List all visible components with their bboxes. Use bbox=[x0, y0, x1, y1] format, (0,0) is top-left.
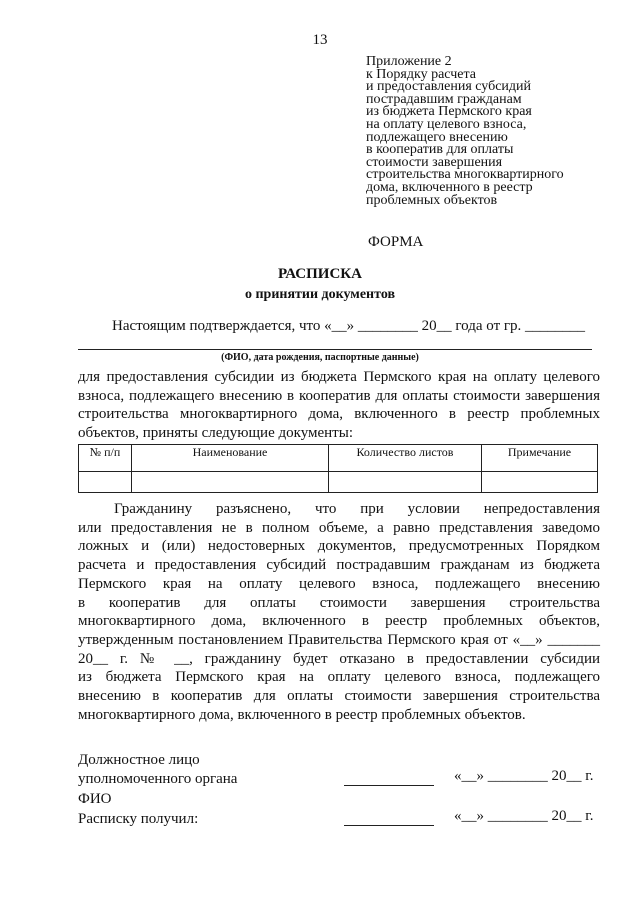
notice-line: Гражданину разъяснено, что при условии непредоставления bbox=[114, 501, 600, 517]
notice-line: расчета и предоставления субсидий пострадавшим гражданам из бюджета bbox=[78, 557, 600, 574]
official-signature-line[interactable] bbox=[344, 785, 434, 786]
received-date: «__» ________ 20__ г. bbox=[454, 808, 594, 824]
intro-line: для предоставления субсидии из бюджета Пермского края на оплату целевого bbox=[78, 369, 600, 385]
notice-line: в кооператив для оплаты стоимости завершения строительства bbox=[78, 594, 600, 611]
notice-paragraph bbox=[78, 500, 600, 724]
table-cell[interactable] bbox=[132, 472, 329, 493]
fio-hint: (ФИО, дата рождения, паспортные данные) bbox=[221, 352, 419, 363]
notice-line: ложных и (или) недостоверных документов, предусмотренных Порядком bbox=[78, 538, 600, 555]
column-header-number: № п/п bbox=[79, 445, 132, 472]
official-date: «__» ________ 20__ г. bbox=[454, 768, 594, 784]
notice-line: 20__ г. № __, гражданину будет отказано в предоставлении субсидии bbox=[78, 650, 600, 667]
fio-label: ФИО bbox=[78, 791, 112, 807]
confirm-line: Настоящим подтверждается, что «__» ________ 20__ года от гр. ________ bbox=[112, 318, 586, 334]
table-header-row bbox=[79, 445, 598, 472]
appendix-line: стоимости завершения bbox=[366, 154, 503, 170]
page-number: 13 bbox=[312, 32, 328, 48]
appendix-line: Приложение 2 bbox=[366, 54, 452, 69]
intro-paragraph bbox=[78, 368, 600, 443]
intro-line: строительства многоквартирного дома, включенного в реестр проблемных bbox=[78, 406, 600, 423]
appendix-block bbox=[366, 56, 564, 207]
received-signature-line[interactable] bbox=[344, 825, 434, 826]
notice-line: или предоставления не в полном объеме, а равно представления заведомо bbox=[78, 519, 600, 536]
notice-line: внесению в кооператив для оплаты стоимости завершения строительства bbox=[78, 688, 600, 705]
appendix-line: к Порядку расчета bbox=[366, 66, 476, 82]
intro-line: объектов, приняты следующие документы: bbox=[78, 425, 353, 442]
table-cell[interactable] bbox=[482, 472, 598, 493]
appendix-line: проблемных объектов bbox=[366, 192, 498, 208]
notice-line: многоквартирного дома, включенного в реестр проблемных объектов. bbox=[78, 706, 526, 723]
document-title: РАСПИСКА bbox=[277, 266, 363, 282]
fio-fill-line bbox=[78, 349, 592, 350]
table-cell[interactable] bbox=[329, 472, 482, 493]
appendix-line: дома, включенного в реестр bbox=[366, 179, 533, 195]
appendix-line: из бюджета Пермского края bbox=[366, 104, 532, 120]
table-row bbox=[79, 472, 598, 493]
documents-table bbox=[78, 444, 598, 493]
notice-line: из бюджета Пермского края на оплату целевого взноса, подлежащего bbox=[78, 669, 600, 686]
appendix-line: подлежащего внесению bbox=[366, 129, 508, 145]
official-label-line1: Должностное лицо bbox=[78, 752, 200, 768]
notice-line: многоквартирного дома, включенного в реестр проблемных объектов, bbox=[78, 613, 600, 630]
column-header-sheets: Количество листов bbox=[329, 445, 482, 472]
appendix-line: строительства многоквартирного bbox=[366, 167, 564, 183]
notice-line: утвержденным постановлением Правительства Пермского края от «__» _______ bbox=[78, 631, 600, 648]
form-label: ФОРМА bbox=[368, 234, 424, 250]
received-label: Расписку получил: bbox=[78, 811, 199, 827]
column-header-name: Наименование bbox=[132, 445, 329, 472]
column-header-note: Примечание bbox=[482, 445, 598, 472]
notice-line: Пермского края на оплату целевого взноса, подлежащего внесению bbox=[78, 575, 600, 592]
appendix-line: пострадавшим гражданам bbox=[366, 91, 522, 107]
document-subtitle: о принятии документов bbox=[244, 287, 396, 302]
appendix-line: на оплату целевого взноса, bbox=[366, 116, 527, 132]
official-label-line2: уполномоченного органа bbox=[78, 771, 238, 787]
appendix-line: в кооператив для оплаты bbox=[366, 142, 514, 158]
appendix-line: и предоставления субсидий bbox=[366, 79, 532, 95]
table-cell[interactable] bbox=[79, 472, 132, 493]
intro-line: взноса, подлежащего внесению в кооператив для оплаты стоимости завершения bbox=[78, 387, 600, 404]
